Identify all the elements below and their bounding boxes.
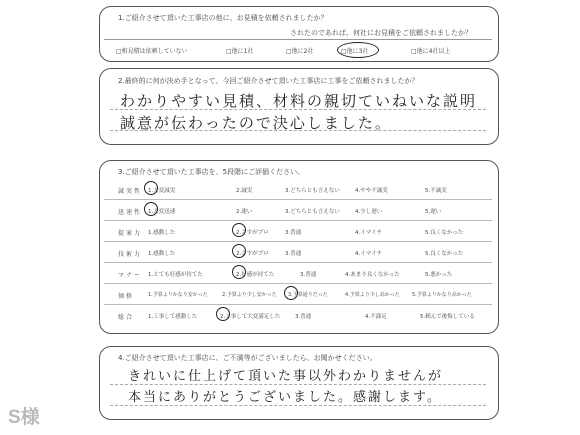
q4-question: 4.ご紹介させて頂いた工事店に、ご不満等がございましたら、お聞かせください。 <box>118 354 377 362</box>
q1-divider <box>104 39 492 40</box>
q3-row-label: 提案力 <box>118 230 143 237</box>
q3-row-option[interactable]: 4.予算より少し高かった <box>345 292 400 298</box>
q1-question: 1.ご紹介させて頂いた工事店の他に、お見積を依頼されましたか？ <box>118 14 328 22</box>
q1-selected-circle <box>337 42 379 58</box>
q3-row-option[interactable]: 1.大変迅速 <box>148 209 176 215</box>
q3-row-option[interactable]: 2.予算より少し安かった <box>222 292 277 298</box>
q2-answer-text-1: わかりやすい見積、材料の親切ていねいな説明 <box>120 92 478 110</box>
q3-row-option[interactable]: 2.誠実 <box>236 188 253 194</box>
q3-row-option[interactable]: 4.あまり良くなかった <box>345 272 400 278</box>
q4-answer-text-2: 本当にありがとうございました。感謝します。 <box>128 390 442 405</box>
q3-row-option[interactable]: 1.予算よりかなり安かった <box>148 292 208 298</box>
q3-row-option[interactable]: 3.どちらとも言えない <box>285 188 340 194</box>
q3-row-option[interactable]: 1.大変誠実 <box>148 188 176 194</box>
q3-row-divider <box>104 199 492 200</box>
q3-row-option[interactable]: 3.普通 <box>285 230 302 236</box>
q3-row-option[interactable]: 2.好感が持てた <box>236 272 275 278</box>
q3-question: 3.ご紹介させて頂いた工事店を、5段階にご評価ください。 <box>118 168 305 176</box>
q3-row-option[interactable]: 5.良くなかった <box>425 230 464 236</box>
q3-row-option[interactable]: 4.少し遅い <box>355 209 383 215</box>
q3-row-label: 迅速性 <box>118 209 143 216</box>
q3-row-option[interactable]: 3.普通 <box>285 251 302 257</box>
q3-row-option[interactable]: 3.予算通りだった <box>288 292 328 298</box>
q4-answer-line-1 <box>110 384 486 385</box>
q3-row-option[interactable]: 5.予算よりかなり高かった <box>412 292 472 298</box>
q3-row-option[interactable]: 1.感動した <box>148 251 176 257</box>
q3-row-option[interactable]: 2.さすがプロ <box>236 251 269 257</box>
q3-row-option[interactable]: 2.工事して大変満足した <box>220 314 281 320</box>
q3-row-option[interactable]: 2.速い <box>236 209 253 215</box>
q1-option-3[interactable]: □他に2社 <box>286 48 314 55</box>
q3-row-option[interactable]: 4.イマイチ <box>355 251 383 257</box>
q3-row-label: 総合 <box>118 314 135 321</box>
q3-row-option[interactable]: 3.普通 <box>295 314 312 320</box>
q3-row-option[interactable]: 2.さすがプロ <box>236 230 269 236</box>
q4-answer-text-1: きれいに仕上げて頂いた事以外わかりませんが <box>128 369 444 384</box>
q3-row-1-selected-circle <box>144 202 158 216</box>
q3-row-0-selected-circle <box>144 181 158 195</box>
q3-row-option[interactable]: 4.イマイチ <box>355 230 383 236</box>
q3-row-option[interactable]: 5.良くなかった <box>425 251 464 257</box>
q3-row-label: マナー <box>118 272 143 279</box>
q3-row-option[interactable]: 3.普通 <box>300 272 317 278</box>
q3-row-option[interactable]: 1.とても好感が持てた <box>148 272 203 278</box>
q3-row-option[interactable]: 5.遅い <box>425 209 442 215</box>
q1-option-5[interactable]: □他に4社以上 <box>411 48 451 55</box>
q3-row-option[interactable]: 5.頼んで後悔している <box>420 314 475 320</box>
q1-option-4[interactable]: □他に3社 <box>341 48 369 55</box>
q3-row-divider <box>104 220 492 221</box>
q3-row-option[interactable]: 4.やや不誠実 <box>355 188 388 194</box>
q2-answer-text-2: 誠意が伝わったので決心しました。 <box>120 114 392 132</box>
q1-option-1[interactable]: □相見積は依頼していない <box>116 48 188 55</box>
q3-row-5-selected-circle <box>284 286 298 300</box>
q3-row-6-selected-circle <box>216 307 230 321</box>
q1-option-2[interactable]: □他に1社 <box>226 48 254 55</box>
q3-row-divider <box>104 304 492 305</box>
q3-row-option[interactable]: 1.感動した <box>148 230 176 236</box>
q3-row-option[interactable]: 5.悪かった <box>425 272 453 278</box>
q3-row-option[interactable]: 1.工事して感動した <box>148 314 198 320</box>
q3-row-option[interactable]: 3.どちらとも言えない <box>285 209 340 215</box>
q3-row-label: 技術力 <box>118 251 143 258</box>
q3-row-label: 誠実性 <box>118 188 143 195</box>
q3-row-option[interactable]: 4.不満足 <box>365 314 387 320</box>
q3-row-2-selected-circle <box>232 223 246 237</box>
q2-question: 2.最終的に何が決め手となって、今回ご紹介させて頂いた工事店に工事をご依頼されましたか？ <box>118 77 419 85</box>
q3-row-option[interactable]: 5.不誠実 <box>425 188 447 194</box>
q3-row-4-selected-circle <box>232 265 246 279</box>
q1-sub-question: されたのであれば、何社にお見積をご依頼されましたか？ <box>290 29 472 37</box>
q3-row-divider <box>104 283 492 284</box>
q3-row-3-selected-circle <box>232 244 246 258</box>
q3-row-label: 価格 <box>118 293 135 300</box>
q4-answer-line-2 <box>110 405 486 406</box>
q3-row-divider <box>104 241 492 242</box>
q3-row-divider <box>104 262 492 263</box>
customer-signature: S様 <box>8 407 40 428</box>
